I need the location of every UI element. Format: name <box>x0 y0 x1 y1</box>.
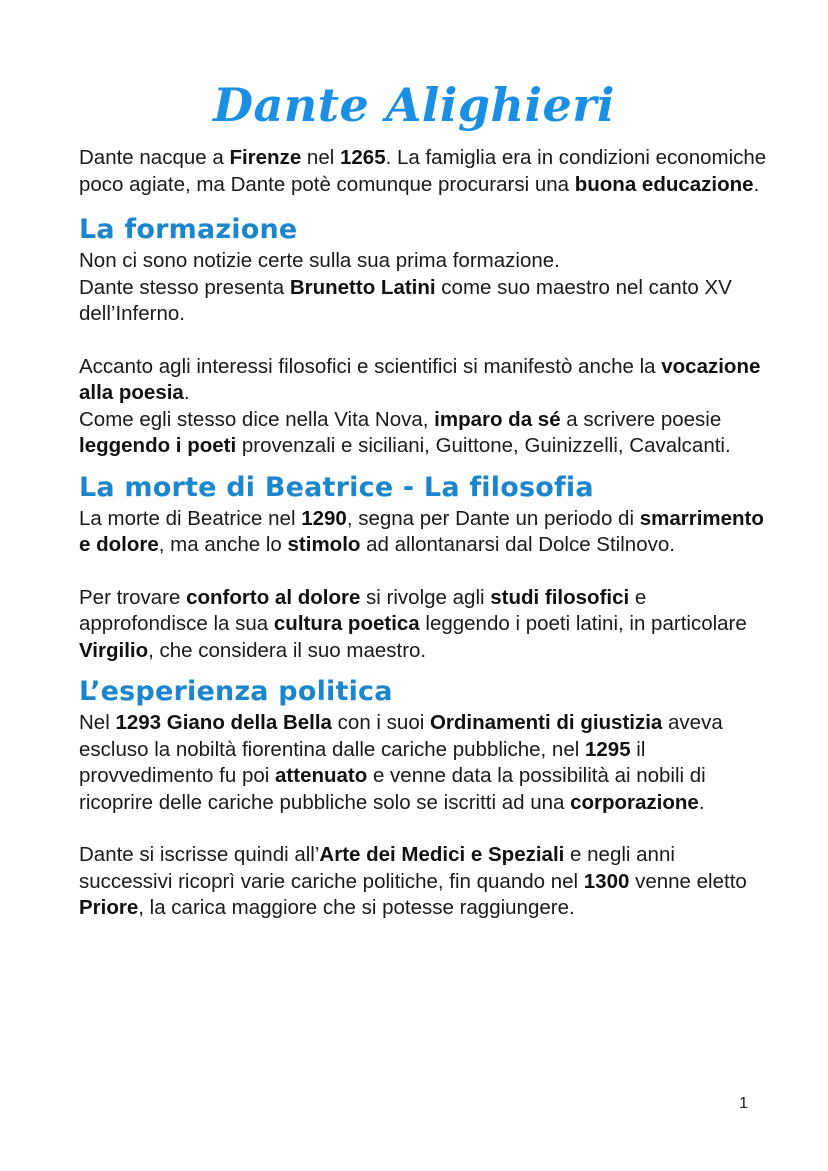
bold-run: corporazione <box>570 790 699 814</box>
text-run: il provvedimento fu poi <box>79 737 646 787</box>
beatrice-paragraph-1 <box>79 506 769 559</box>
text-run: Per trovare <box>79 585 187 609</box>
beatrice-paragraph-2 <box>79 585 769 665</box>
bold-run: conforto al dolore <box>186 585 361 609</box>
text-run: Come egli stesso dice nella Vita Nova, <box>79 407 435 431</box>
text-run: , la carica maggiore che si potesse raggiungere. <box>138 896 575 919</box>
paragraph-gap <box>79 816 769 842</box>
bold-run: Arte dei Medici e Speziali <box>319 843 565 866</box>
bold-run: imparo da sé <box>434 407 561 431</box>
bold-run: attenuato <box>275 764 368 787</box>
text-run: venne eletto <box>629 869 747 893</box>
text-run: , che considera il suo maestro. <box>148 638 427 662</box>
text-run: . <box>183 381 190 404</box>
text-run: nel <box>301 146 340 169</box>
bold-run: 1265 <box>339 146 386 169</box>
bold-run: smarrimento e dolore <box>79 506 764 556</box>
bold-run: vocazione alla poesia <box>79 354 761 404</box>
text-run: Dante nacque a <box>79 146 230 169</box>
bold-run: Brunetto Latini <box>289 275 436 299</box>
text-run: ad allontanarsi dal Dolce Stilnovo. <box>360 533 675 556</box>
text-run: , ma anche lo <box>158 533 288 556</box>
bold-run: leggendo i poeti <box>79 434 237 457</box>
text-run: . <box>698 790 705 814</box>
text-run: . <box>753 172 760 196</box>
section-heading-beatrice: La morte di Beatrice - La filosofia <box>79 471 594 503</box>
bold-run: 1290 <box>301 506 347 530</box>
politica-paragraph-2 <box>79 842 769 922</box>
paragraph-gap <box>79 328 769 354</box>
bold-run: cultura poetica <box>273 612 420 635</box>
document-body <box>79 145 769 922</box>
text-run: aveva escluso la nobiltà fiorentina dalle cariche pubbliche, nel <box>79 711 723 761</box>
bold-run: Firenze <box>229 146 302 169</box>
text-run: si rivolge agli <box>360 585 491 609</box>
text-run: Dante stesso presenta <box>79 275 290 299</box>
text-run: leggendo i poeti latini, in particolare <box>419 612 747 635</box>
text-run: . La famiglia era in condizioni economiche poco agiate, ma Dante potè comunque procurarsi una <box>79 146 767 196</box>
bold-run: stimolo <box>287 533 361 556</box>
text-run: La morte di Beatrice nel <box>79 506 302 530</box>
bold-run: buona educazione <box>574 172 754 196</box>
formazione-paragraph-2 <box>79 354 769 460</box>
bold-run: Virgilio <box>79 638 149 662</box>
intro-paragraph <box>79 145 769 198</box>
bold-run: 1293 Giano della Bella <box>115 711 332 734</box>
text-run: provenzali e siciliani, Guittone, Guinizzelli, Cavalcanti. <box>236 434 731 457</box>
politica-paragraph-1 <box>79 710 769 816</box>
text-run: a scrivere poesie <box>560 407 722 431</box>
paragraph-gap <box>79 559 769 585</box>
bold-run: 1295 <box>584 737 631 761</box>
text-run: e venne data la possibilità ai nobili di ricoprire delle cariche pubbliche solo se iscritti ad una <box>79 764 706 814</box>
text-run: come suo maestro nel canto XV dell’Inferno. <box>79 275 732 325</box>
formazione-paragraph-1 <box>79 248 769 328</box>
bold-run: studi filosofici <box>490 585 630 609</box>
text-run: con i suoi <box>331 711 430 734</box>
text-run: , segna per Dante un periodo di <box>346 506 640 530</box>
text-run: Accanto agli interessi filosofici e scientifici si manifestò anche la <box>79 354 662 378</box>
text-run: Nel <box>79 711 116 734</box>
text-run: e approfondisce la sua <box>79 585 647 635</box>
bold-run: 1300 <box>583 869 630 893</box>
section-heading-politica: L’esperienza politica <box>79 676 393 707</box>
bold-run: Priore <box>79 896 139 919</box>
text-run: e negli anni successivi ricoprì varie cariche politiche, fin quando nel <box>79 843 675 893</box>
section-heading-formazione: La formazione <box>79 214 298 245</box>
text-run: Non ci sono notizie certe sulla sua prima formazione. <box>79 249 560 272</box>
text-run: Dante si iscrisse quindi all’ <box>79 843 320 866</box>
bold-run: Ordinamenti di giustizia <box>429 711 663 734</box>
page-title: Dante Alighieri <box>213 78 615 132</box>
page-number: 1 <box>739 1095 748 1112</box>
